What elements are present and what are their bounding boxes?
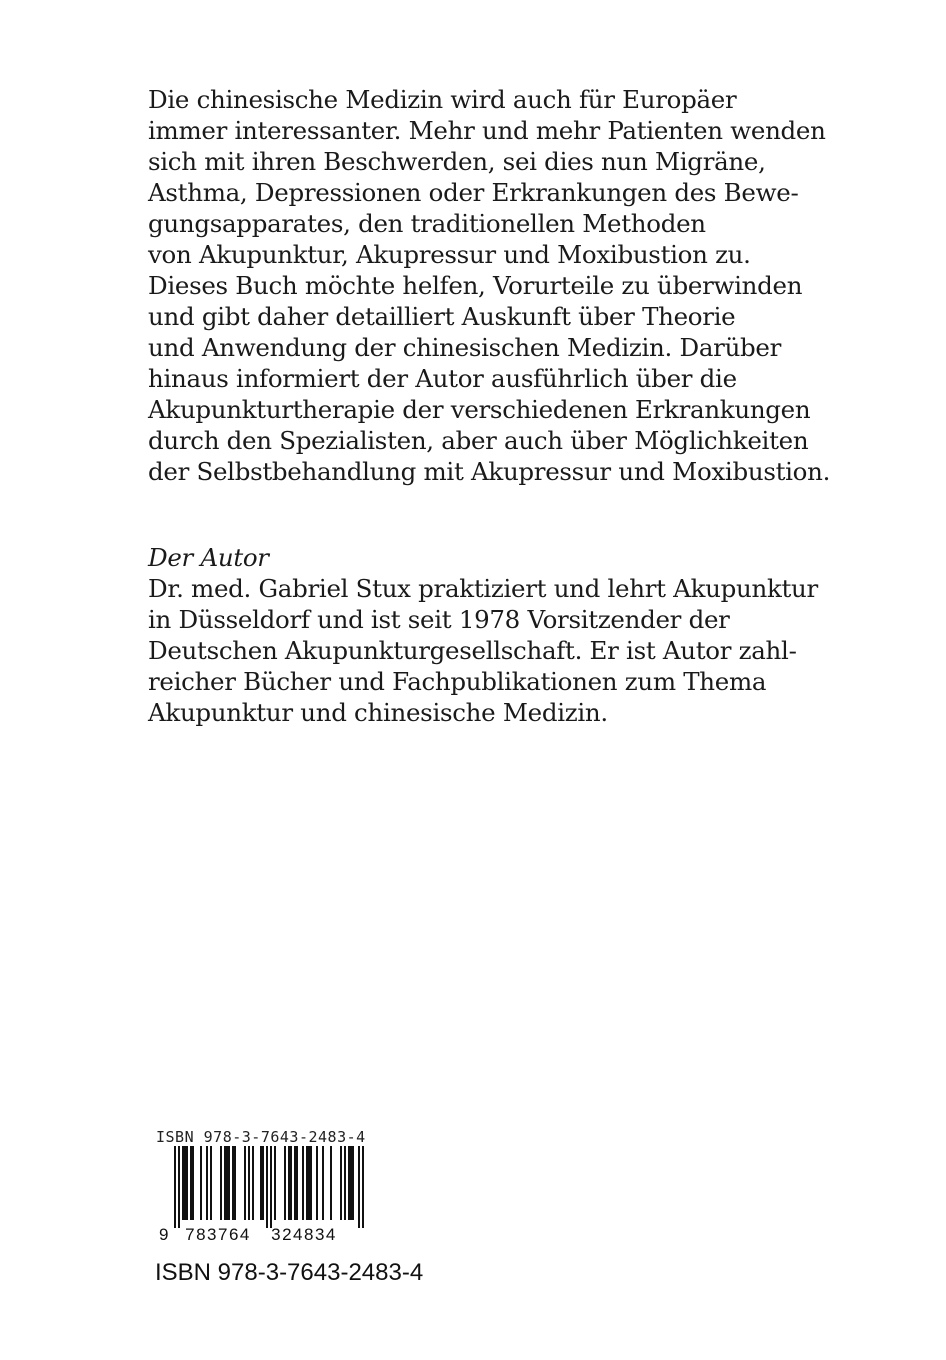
barcode-left-digits: 783764 — [185, 1225, 251, 1242]
barcode-bar — [308, 1146, 310, 1220]
barcode-first-digit: 9 — [159, 1225, 169, 1242]
barcode-bar — [340, 1146, 342, 1220]
barcode-bar — [234, 1146, 236, 1220]
barcode-bar — [270, 1146, 272, 1228]
barcode-bar — [296, 1146, 298, 1220]
barcode-bar — [294, 1146, 296, 1220]
barcode-right-digits: 324834 — [271, 1225, 337, 1242]
blurb-line: der Selbstbehandlung mit Akupressur und Moxibustion. — [148, 457, 831, 486]
blurb-line: sich mit ihren Beschwerden, sei dies nun Migräne, — [148, 147, 766, 176]
barcode-bar — [350, 1146, 352, 1220]
barcode-bar — [210, 1146, 212, 1220]
barcode-bar — [344, 1146, 346, 1220]
barcode-bar — [310, 1146, 312, 1220]
author-bio-line: Akupunktur und chinesische Medizin. — [148, 698, 608, 727]
isbn-number: ISBN 978-3-7643-2483-4 — [155, 1259, 424, 1286]
author-bio-line: reicher Bücher und Fachpublikationen zum Thema — [148, 667, 767, 696]
barcode-bar — [262, 1146, 264, 1220]
barcode-bar — [252, 1146, 254, 1220]
blurb-text — [148, 84, 848, 487]
barcode-bar — [200, 1146, 202, 1220]
barcode-bar — [260, 1146, 262, 1220]
barcode-bar — [248, 1146, 250, 1220]
blurb-line: immer interessanter. Mehr und mehr Patienten wenden — [148, 116, 826, 145]
barcode-bar — [224, 1146, 226, 1220]
barcode-bar — [284, 1146, 286, 1220]
barcode-bar — [362, 1146, 364, 1228]
barcode-bar — [330, 1146, 332, 1220]
barcode-bar — [306, 1146, 308, 1220]
blurb-line: von Akupunktur, Akupressur und Moxibustion zu. — [148, 240, 751, 269]
author-heading: Der Autor — [148, 543, 269, 572]
author-bio-line: Dr. med. Gabriel Stux praktiziert und lehrt Akupunktur — [148, 574, 818, 603]
author-section — [148, 542, 848, 728]
barcode-bar — [244, 1146, 246, 1220]
blurb-line: hinaus informiert der Autor ausführlich über die — [148, 364, 737, 393]
barcode-bar — [190, 1146, 192, 1220]
barcode-bars — [174, 1146, 364, 1228]
barcode-bar — [206, 1146, 208, 1220]
barcode-bar — [322, 1146, 324, 1220]
barcode-bar — [186, 1146, 188, 1220]
blurb-line: Dieses Buch möchte helfen, Vorurteile zu überwinden — [148, 271, 803, 300]
barcode-bar — [226, 1146, 228, 1220]
barcode-bar — [192, 1146, 194, 1220]
author-bio-line: in Düsseldorf und ist seit 1978 Vorsitzender der — [148, 605, 730, 634]
barcode-bar — [220, 1146, 222, 1220]
blurb-line: Asthma, Depressionen oder Erkrankungen des Bewe- — [148, 178, 799, 207]
barcode-bar — [358, 1146, 360, 1228]
barcode-bar — [288, 1146, 290, 1220]
barcode-bar — [178, 1146, 180, 1228]
barcode-bar — [266, 1146, 268, 1228]
blurb-line: durch den Spezialisten, aber auch über Möglichkeiten — [148, 426, 809, 455]
barcode-bar — [290, 1146, 292, 1220]
blurb-line: Akupunkturtherapie der verschiedenen Erkrankungen — [148, 395, 811, 424]
barcode-bar — [302, 1146, 304, 1220]
ean13-barcode — [156, 1146, 376, 1242]
barcode-bar — [352, 1146, 354, 1220]
author-bio-line: Deutschen Akupunkturgesellschaft. Er ist Autor zahl- — [148, 636, 797, 665]
barcode-bar — [232, 1146, 234, 1220]
barcode-bar — [316, 1146, 318, 1220]
barcode-bar — [348, 1146, 350, 1220]
barcode-bar — [182, 1146, 184, 1220]
blurb-line: Die chinesische Medizin wird auch für Europäer — [148, 85, 737, 114]
blurb-line: und gibt daher detailliert Auskunft über Theorie — [148, 302, 736, 331]
barcode-isbn-label: ISBN 978-3-7643-2483-4 — [156, 1128, 366, 1146]
barcode-bar — [228, 1146, 230, 1220]
blurb-line: und Anwendung der chinesischen Medizin. Darüber — [148, 333, 782, 362]
blurb-line: gungsapparates, den traditionellen Methoden — [148, 209, 706, 238]
barcode-bar — [174, 1146, 176, 1228]
barcode-bar — [274, 1146, 276, 1220]
barcode-bar — [184, 1146, 186, 1220]
